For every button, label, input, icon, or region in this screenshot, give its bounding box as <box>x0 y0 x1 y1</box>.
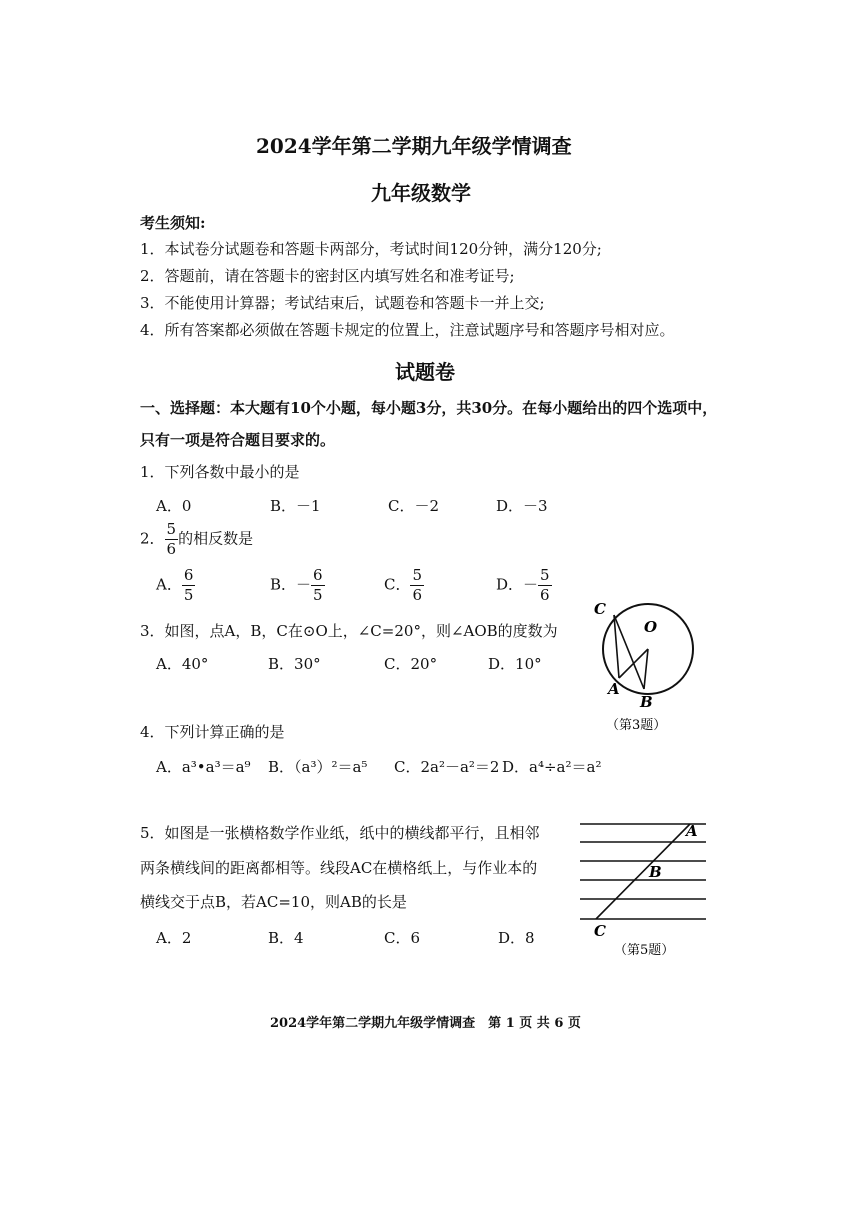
q3-label-b: B <box>640 693 653 711</box>
section-title: 试题卷 <box>395 360 455 384</box>
notice-item-1: 1．本试卷分试题卷和答题卡两部分，考试时间120分钟，满分120分; <box>140 240 602 258</box>
q1-option-b: B．－1 <box>270 497 321 515</box>
q2-option-b: B．－ $\frac{6}{5}$ <box>270 566 323 604</box>
q3-radius-oa <box>619 649 648 678</box>
q3-option-d: D．10° <box>488 655 542 673</box>
q3-label-a: A <box>608 680 620 698</box>
q5-stem-line2: 两条横线间的距离都相等。线段AC在横格纸上，与作业本的 <box>140 859 538 877</box>
q2-stem-text: 的相反数是 <box>178 529 254 548</box>
subject-title: 九年级数学 <box>371 181 471 205</box>
q4-option-d: D．a⁴÷a²＝a² <box>502 758 602 776</box>
q5-figure-caption: （第5题） <box>614 943 675 958</box>
q5-option-d: D．8 <box>498 929 535 947</box>
q5-label-c: C <box>594 922 606 940</box>
q5-option-b: B．4 <box>268 929 304 947</box>
q3-label-o: O <box>644 618 658 636</box>
q5-stem-line3: 横线交于点B，若AC=10，则AB的长是 <box>140 893 407 911</box>
q3-stem: 3．如图，点A，B，C在⊙O上，∠C=20°，则∠AOB的度数为 <box>140 622 558 640</box>
q1-option-a: A．0 <box>156 497 192 515</box>
q5-segment-ac <box>596 824 690 919</box>
q2-option-c: C． $\frac{5}{6}$ <box>384 566 423 604</box>
q3-option-a: A．40° <box>156 655 209 673</box>
part1-instruction-line2: 只有一项是符合题目要求的。 <box>140 431 336 449</box>
q3-figure-caption: （第3题） <box>606 718 667 733</box>
q1-option-c: C．－2 <box>388 497 440 515</box>
q4-stem: 4．下列计算正确的是 <box>140 723 285 741</box>
q5-option-a: A．2 <box>156 929 192 947</box>
q4-option-a: A．a³•a³＝a⁹ <box>156 758 251 776</box>
page-title: 2024学年第二学期九年级学情调查 <box>256 134 572 158</box>
q3-radius-ob <box>644 649 648 689</box>
q3-label-c: C <box>594 600 606 618</box>
page-footer: 2024学年第二学期九年级学情调查 第 1 页 共 6 页 <box>270 1016 581 1031</box>
q3-figure <box>588 590 700 738</box>
part1-instruction-line1: 一、选择题：本大题有10个小题，每小题3分，共30分。在每小题给出的四个选项中， <box>140 399 718 417</box>
q4-option-c: C．2a²－a²＝2 <box>394 758 500 776</box>
q4-option-b: B．（a³）²＝a⁵ <box>268 758 368 776</box>
q5-label-a: A <box>686 822 698 840</box>
notice-item-4: 4．所有答案都必须做在答题卡规定的位置上，注意试题序号和答题序号相对应。 <box>140 321 675 339</box>
q1-option-d: D．－3 <box>496 497 548 515</box>
notice-item-3: 3．不能使用计算器；考试结束后，试题卷和答题卡一并上交; <box>140 294 545 312</box>
q5-figure <box>576 814 710 960</box>
q3-option-b: B．30° <box>268 655 321 673</box>
q2-option-a: A． $\frac{6}{5}$ <box>156 566 194 604</box>
q5-stem-line1: 5．如图是一张横格数学作业纸，纸中的横线都平行，且相邻 <box>140 824 540 842</box>
q2-fraction: $\frac{5}{6}$ <box>166 520 177 558</box>
q3-option-c: C．20° <box>384 655 438 673</box>
q1-stem: 1．下列各数中最小的是 <box>140 463 300 481</box>
notice-heading: 考生须知: <box>140 214 206 232</box>
notice-item-2: 2．答题前，请在答题卡的密封区内填写姓名和准考证号; <box>140 267 515 285</box>
q5-option-c: C．6 <box>384 929 421 947</box>
q2-number: 2． <box>140 529 165 548</box>
q2-stem <box>140 522 253 557</box>
q5-label-b: B <box>649 863 662 881</box>
q2-option-d: D．－ $\frac{5}{6}$ <box>496 566 550 604</box>
